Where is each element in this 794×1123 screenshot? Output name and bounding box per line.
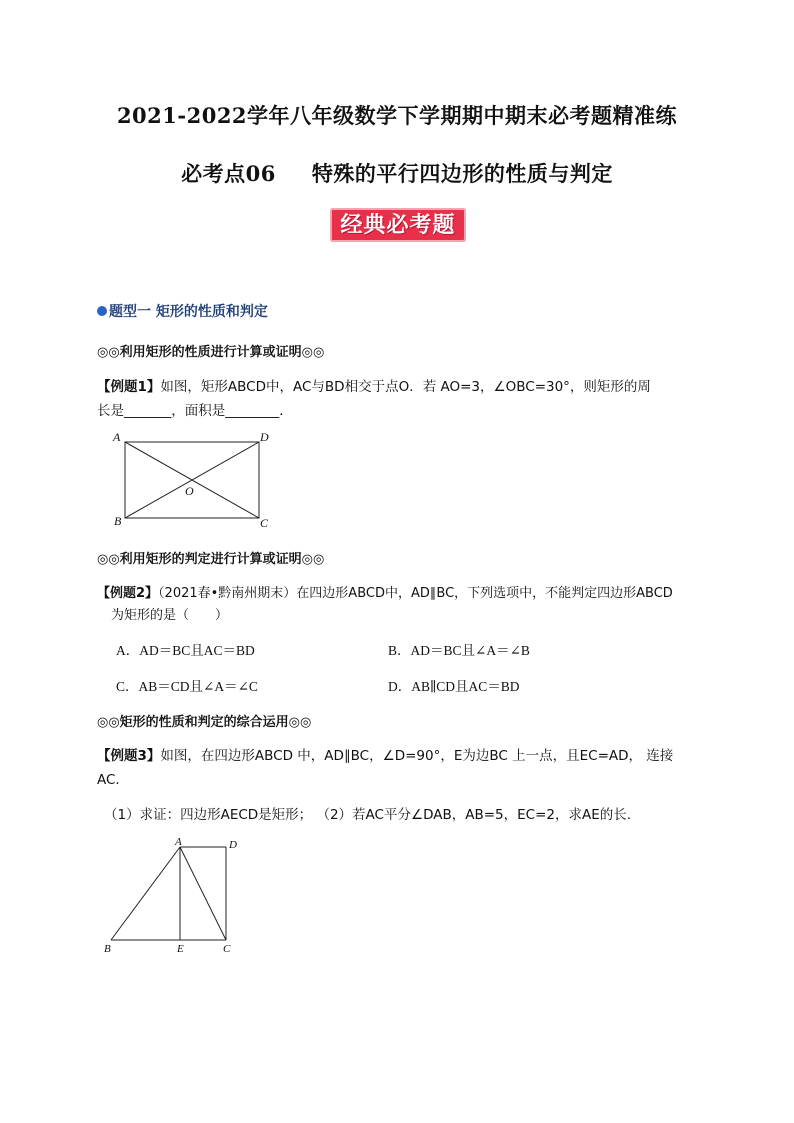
section-label: 题型一 矩形的性质和判定 bbox=[109, 304, 268, 320]
example2-line1 bbox=[97, 582, 673, 601]
label-e: E bbox=[177, 943, 184, 955]
label-a: A bbox=[113, 430, 121, 444]
example2-text: （2021春•黔南州期末）在四边形ABCD中，AD∥BC，下列选项中，不能判定四边形ABCD bbox=[158, 586, 673, 601]
label-o: O bbox=[185, 484, 194, 498]
topic3-heading: ◎◎矩形的性质和判定的综合运用◎◎ bbox=[97, 715, 312, 730]
label-b: B bbox=[104, 943, 111, 955]
topic2-heading: ◎◎利用矩形的判定进行计算或证明◎◎ bbox=[97, 552, 325, 567]
label-a: A bbox=[175, 836, 182, 848]
label-c: C bbox=[223, 943, 231, 955]
label-d: D bbox=[229, 839, 237, 851]
example1-line1 bbox=[97, 375, 651, 395]
example3-line2: AC． bbox=[97, 772, 129, 788]
option-d: D．AB∥CD且AC＝BD bbox=[388, 679, 520, 694]
example2-tag: 【例题2】 bbox=[97, 586, 159, 601]
trapezoid-figure bbox=[98, 834, 248, 960]
badge-label: 经典必考题 bbox=[340, 212, 456, 238]
topic1-heading: ◎◎利用矩形的性质进行计算或证明◎◎ bbox=[97, 345, 325, 360]
example1-line2: 长是_______，面积是________． bbox=[97, 403, 293, 419]
example2-line2: 为矩形的是（ ） bbox=[111, 608, 229, 623]
segment-ab bbox=[111, 847, 180, 940]
label-c: C bbox=[260, 516, 269, 530]
subtitle-topic: 特殊的平行四边形的性质与判定 bbox=[311, 161, 613, 186]
option-c: C．AB＝CD且∠A＝∠C bbox=[116, 679, 258, 694]
example3-tag: 【例题3】 bbox=[97, 748, 161, 764]
segment-ac bbox=[180, 847, 226, 940]
label-d: D bbox=[260, 430, 269, 444]
bullet-dot-icon bbox=[97, 306, 107, 316]
classic-questions-badge bbox=[330, 208, 466, 242]
example3-text: 如图，在四边形ABCD 中，AD∥BC，∠D=90°，E为边BC 上一点，且EC=AD， 连接 bbox=[160, 748, 674, 764]
example3-questions: （1）求证：四边形AECD是矩形； （2）若AC平分∠DAB，AB=5，EC=2，求AE的长. bbox=[104, 807, 632, 823]
subtitle-point-number: 必考点06 bbox=[181, 161, 276, 186]
section-heading bbox=[97, 301, 268, 321]
example3-line1 bbox=[97, 744, 673, 764]
option-b: B．AD＝BC且∠A＝∠B bbox=[388, 643, 530, 658]
rectangle-figure bbox=[108, 428, 278, 534]
document-subtitle bbox=[0, 158, 794, 188]
label-b: B bbox=[114, 514, 122, 528]
example1-text: 如图，矩形ABCD中，AC与BD相交于点O．若 AO=3，∠OBC=30°，则矩形的周 bbox=[160, 379, 651, 395]
example1-tag: 【例题1】 bbox=[97, 379, 161, 395]
document-title: 2021-2022学年八年级数学下学期期中期末必考题精准练 bbox=[116, 103, 678, 128]
option-a: A．AD＝BC且AC＝BD bbox=[116, 643, 255, 658]
